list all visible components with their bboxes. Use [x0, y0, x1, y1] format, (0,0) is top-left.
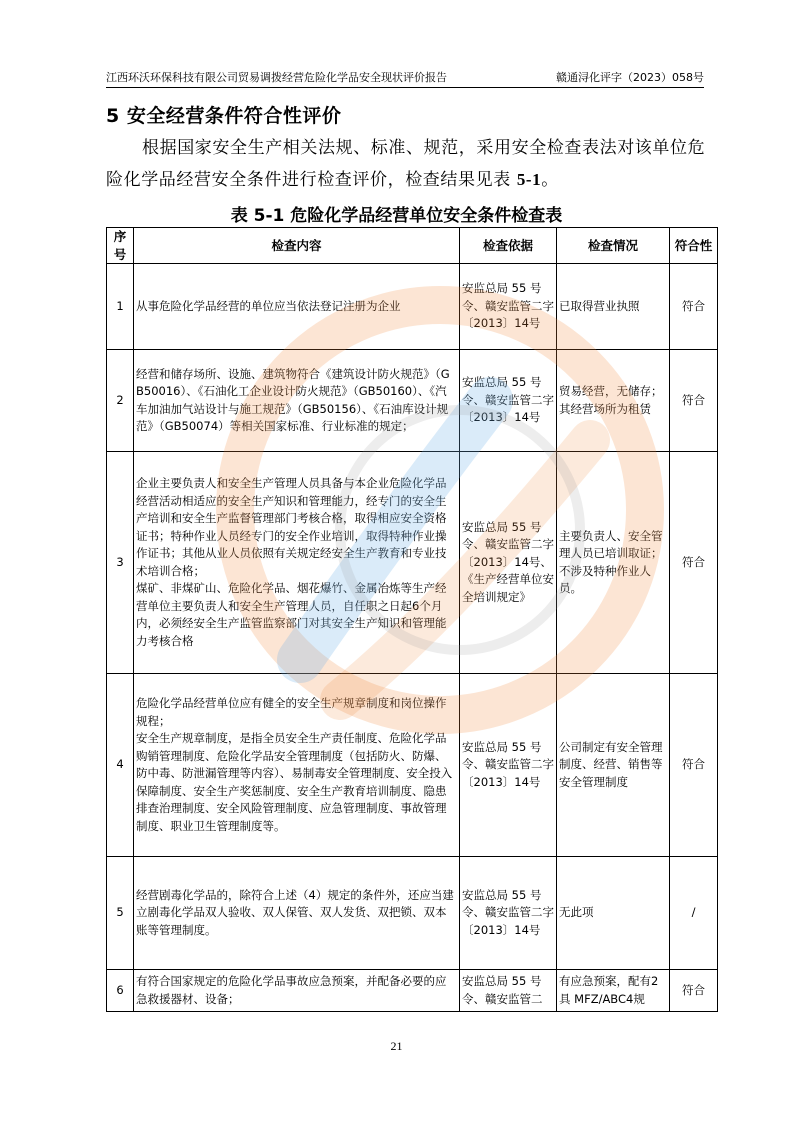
- row-number: 1: [107, 264, 134, 350]
- check-status: 主要负责人、安全管理人员已培训取证；不涉及特种作业人员。: [557, 452, 670, 674]
- check-status: 公司制定有安全管理制度、经营、销售等安全管理制度: [557, 674, 670, 857]
- page-header: [106, 70, 704, 88]
- column-header-content: 检查内容: [134, 228, 460, 264]
- check-content: 企业主要负责人和安全生产管理人员具备与本企业危险化学品经营活动相适应的安全生产知识和管理能力，经专门的安全生产培训和安全生产监督管理部门考核合格，取得相应安全资格证书；特种作业人员经专门的安全作业培训，取得特种作业操作证书；其他从业人员依照有关规定经安全生产教育和专业技术培训合格； 煤矿、非煤矿山、危险化学品、烟花爆竹、金属冶炼等生产经营单位主要负责人和安全生产管理人员，自任职之日起6个月内，必须经安全生产监管监察部门对其安全生产知识和管理能力考核合格: [134, 452, 460, 674]
- table-row: [107, 857, 718, 970]
- column-header-status: 检查情况: [557, 228, 670, 264]
- row-number: 5: [107, 857, 134, 970]
- table-reference: 5-1: [516, 170, 542, 189]
- page-number: 21: [390, 1039, 403, 1053]
- compliance-result: /: [670, 857, 718, 970]
- check-basis: 安监总局 55 号令、赣安监管二字〔2013〕14号: [460, 264, 557, 350]
- intro-paragraph: [106, 133, 718, 196]
- row-number: 2: [107, 350, 134, 452]
- check-status: 已取得营业执照: [557, 264, 670, 350]
- check-basis: 安监总局 55 号令、赣安监管二字〔2013〕14号: [460, 674, 557, 857]
- table-row: [107, 970, 718, 1012]
- check-content: 经营和储存场所、设施、建筑物符合《建筑设计防火规范》（GB50016）、《石油化工企业设计防火规范》（GB50160）、《汽车加油加气站设计与施工规范》（GB50156）、《石油库设计规范》（GB50074）等相关国家标准、行业标准的规定；: [134, 350, 460, 452]
- check-content: 有符合国家规定的危险化学品事故应急预案，并配备必要的应急救援器材、设备；: [134, 970, 460, 1012]
- section-title: 5 安全经营条件符合性评价: [106, 105, 342, 127]
- intro-tail: 。: [541, 170, 559, 190]
- header-doc-number: 赣通浔化评字（2023）058号: [556, 71, 704, 84]
- check-status: 有应急预案，配有2具 MFZ/ABC4规: [557, 970, 670, 1012]
- row-number: 6: [107, 970, 134, 1012]
- compliance-result: 符合: [670, 264, 718, 350]
- check-basis: 安监总局 55 号令、赣安监管二字〔2013〕14号: [460, 857, 557, 970]
- row-number: 4: [107, 674, 134, 857]
- row-number: 3: [107, 452, 134, 674]
- check-basis: 安监总局 55 号令、赣安监管二字〔2013〕14号、《生产经营单位安全培训规定》: [460, 452, 557, 674]
- table-caption: 表 5-1 危险化学品经营单位安全条件检查表: [230, 206, 563, 226]
- check-basis: 安监总局 55 号令、赣安监管二: [460, 970, 557, 1012]
- column-header-basis: 检查依据: [460, 228, 557, 264]
- compliance-result: 符合: [670, 970, 718, 1012]
- table-header-row: [107, 228, 718, 264]
- table-row: [107, 350, 718, 452]
- compliance-result: 符合: [670, 674, 718, 857]
- check-content: 危险化学品经营单位应有健全的安全生产规章制度和岗位操作规程； 安全生产规章制度，是指全员安全生产责任制度、危险化学品购销管理制度、危险化学品安全管理制度（包括防火、防爆、防中毒、防泄漏管理等内容）、易制毒安全管理制度、安全投入保障制度、安全生产奖惩制度、安全生产教育培训制度、隐患排查治理制度、安全风险管理制度、应急管理制度、事故管理制度、职业卫生管理制度等。: [134, 674, 460, 857]
- check-basis: 安监总局 55 号令、赣安监管二字〔2013〕14号: [460, 350, 557, 452]
- check-content: 经营剧毒化学品的，除符合上述（4）规定的条件外，还应当建立剧毒化学品双人验收、双人保管、双人发货、双把锁、双本账等管理制度。: [134, 857, 460, 970]
- table-row: [107, 264, 718, 350]
- table-row: [107, 452, 718, 674]
- check-status: 贸易经营，无储存；其经营场所为租赁: [557, 350, 670, 452]
- compliance-result: 符合: [670, 350, 718, 452]
- table-row: [107, 674, 718, 857]
- intro-text: 根据国家安全生产相关法规、标准、规范，采用安全检查表法对该单位危险化学品经营安全条件进行检查评价，检查结果见表: [106, 138, 706, 190]
- check-status: 无此项: [557, 857, 670, 970]
- column-header-result: 符合性: [670, 228, 718, 264]
- checklist-table: [106, 227, 718, 1012]
- header-report-title: 江西环沃环保科技有限公司贸易调拨经营危险化学品安全现状评价报告: [106, 71, 447, 84]
- compliance-result: 符合: [670, 452, 718, 674]
- column-header-no: 序号: [107, 228, 134, 264]
- check-content: 从事危险化学品经营的单位应当依法登记注册为企业: [134, 264, 460, 350]
